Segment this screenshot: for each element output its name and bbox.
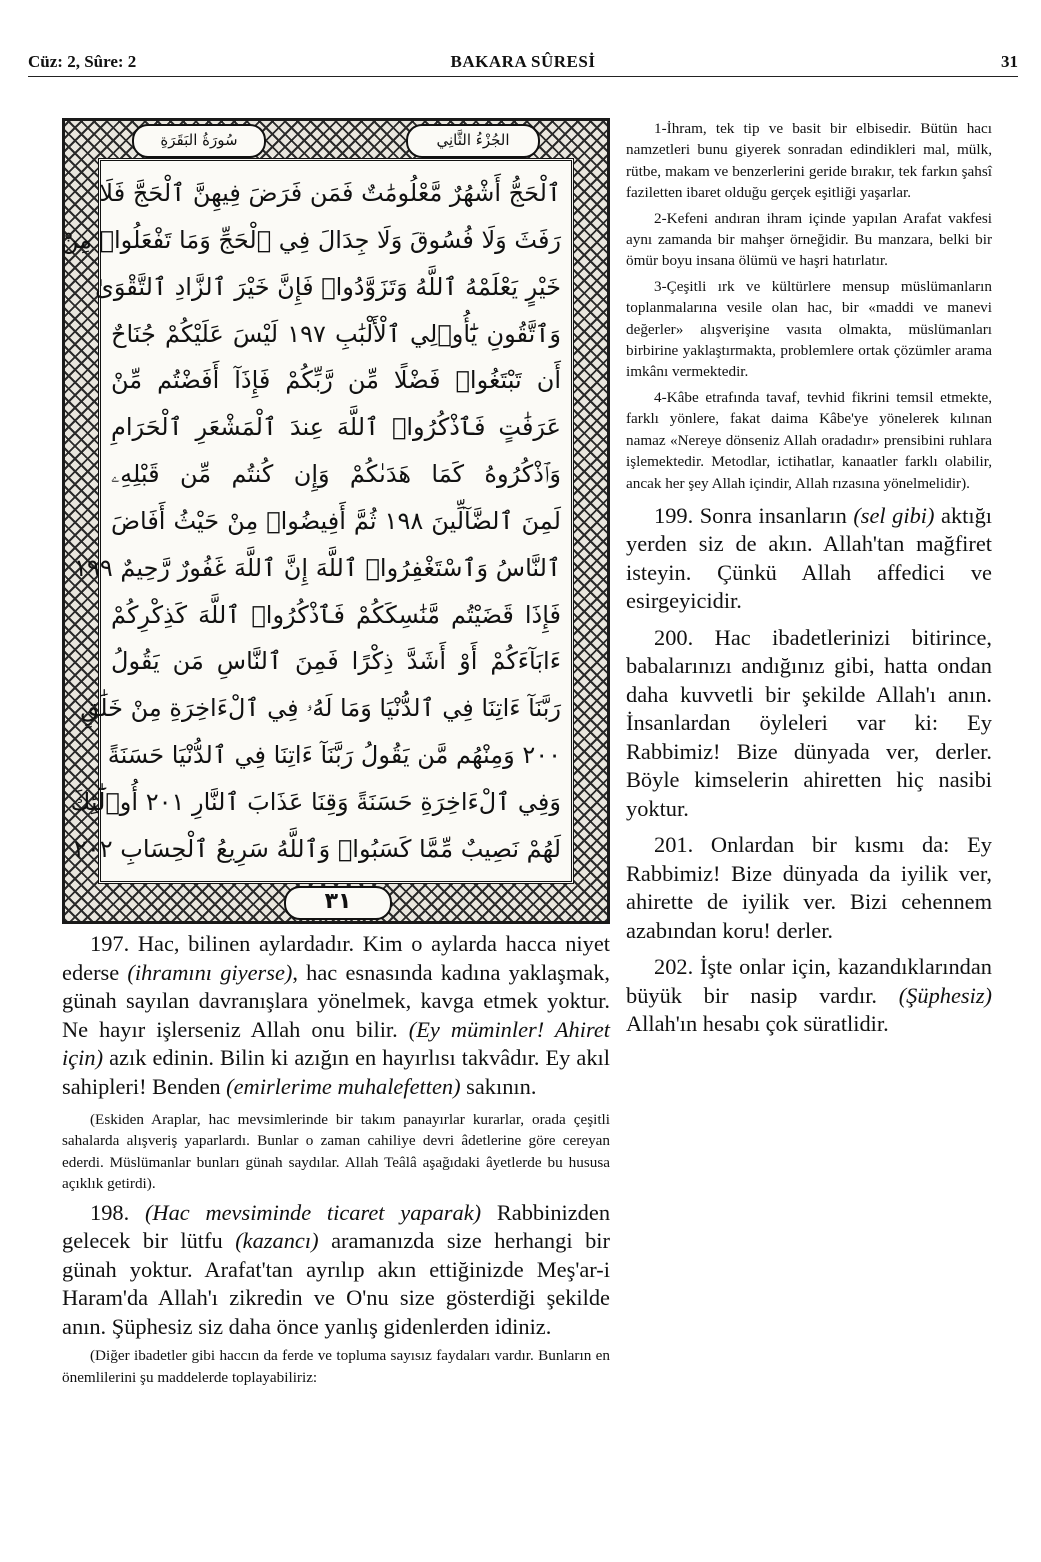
note-198: (Diğer ibadetler gibi haccın da ferde ve topluma sayısız faydaları vardır. Bunların en önemlilerini şu maddelerde toplayabiliriz:: [62, 1347, 610, 1386]
note-item-3: 3-Çeşitli ırk ve kültürlere mensup müslümanların toplanmalarına vesile olan hac, bir «maddi ve manevi değerler» alışverişine vasıta olmakta, müslümanları birbirine yaklaştırmakta, problemlere ortak çözümler arama imkânı vermektedir.: [626, 277, 992, 381]
arabic-line: ءَابَآءَكُمْ أَوْ أَشَدَّ ذِكْرًا فَمِنَ ٱلنَّاسِ مَن يَقُولُ: [111, 647, 561, 676]
sura-cartouche: سُورَةُ البَقَرَةِ: [132, 124, 266, 158]
note-item-1: 1-İhram, tek tip ve basit bir elbisedir. Bütün hacı namzetleri bunu giyerek sonradan edindikleri mal, mülk, rütbe, makam ve benzerlerini geride bırakır, tek farkın şahsî faziletten ibaret olduğu gerçek eşitliği yaşarlar.: [626, 120, 992, 202]
arabic-line: وَٱتَّقُونِ يَٰٓأُو۟لِي ٱلْأَلْبَٰبِ ١٩٧ لَيْسَ عَلَيْكُمْ جُنَاحٌ: [111, 319, 561, 348]
verse-201: 201. Onlardan bir kısmı da: Ey Rabbimiz! Bize dünyada da iyilik ver, ahirette de iyilik ver. Bizi cehennem azabından koru! derler.: [626, 832, 992, 943]
arabic-line: لَهُمْ نَصِيبٌ مِّمَّا كَسَبُوا۟ وَٱللَّهُ سَرِيعُ ٱلْحِسَابِ ٢٠٢: [73, 834, 561, 863]
arabic-line: رَبَّنَآ ءَاتِنَا فِي ٱلدُّنْيَا وَمَا لَهُۥ فِي ٱلْءَاخِرَةِ مِنْ خَلَٰقٍ: [80, 694, 561, 723]
page-number: 31: [1001, 52, 1018, 71]
arabic-line: فَإِذَا قَضَيْتُم مَّنَٰسِكَكُمْ فَٱذْكُرُوا۟ ٱللَّهَ كَذِكْرِكُمْ: [111, 600, 561, 629]
arabic-line: ٱلنَّاسُ وَٱسْتَغْفِرُوا۟ ٱللَّهَ إِنَّ ٱللَّهَ غَفُورٌ رَّحِيمٌ ١٩٩: [74, 553, 561, 582]
verse-200: 200. Hac ibadetlerinizi bitirince, babalarınızı andığınız gibi, hatta ondan daha kuvvetli bir şekilde Allah'ı anın. İnsanlardan öyleleri var ki: Ey Rabbimiz! Bize dünyada ver, derler. Böyle kimselerin ahiretten hiç nasibi yoktur.: [626, 624, 992, 821]
arabic-line: لَمِنَ ٱلضَّآلِّينَ ١٩٨ ثُمَّ أَفِيضُوا۟ مِنْ حَيْثُ أَفَاضَ: [111, 506, 561, 535]
juz-cartouche: الجُزْءُ الثَّانِي: [406, 124, 540, 158]
page-header: [28, 50, 1018, 77]
right-column: [626, 118, 992, 1039]
arabic-line: وَفِي ٱلْءَاخِرَةِ حَسَنَةً وَقِنَا عَذَابَ ٱلنَّارِ ٢٠١ أُو۟لَٰٓئِكَ: [70, 787, 561, 816]
note-197: (Eskiden Araplar, hac mevsimlerinde bir takım panayırlar kurarlar, orada çeşitli sahalarda alışveriş yaparlardı. Bunlar o zaman cahiliye devri âdetlerine göre cereyan ederdi. Müslümanlar bunları günah saydılar. Allah Teâlâ aşağıdaki âyetlerde bu hususa açıklık getirdi).: [62, 1111, 610, 1193]
verse-197: 197. Hac, bilinen aylardadır. Kim o aylarda hacca niyet ederse (ihramını giyerse), hac esnasında kadına yaklaşmak, günah sayılan davranışlara yönelmek, kavga etmek yoktur. Ne hayır işlerseniz Allah onu bilir. (Ey müminler! Ahiret için) azık edinin. Bilin ki azığın en hayırlısı takvâdır. Ey akıl sahipleri! Benden (emirlerime muhalefetten) sakının.: [62, 931, 610, 1099]
arabic-lines: [60, 171, 561, 871]
arabic-page-number: ٣١: [284, 886, 392, 920]
arabic-line: أَن تَبْتَغُوا۟ فَضْلًا مِّن رَّبِّكُمْ فَإِذَآ أَفَضْتُم مِّنْ: [111, 366, 561, 395]
arabic-line: رَفَثَ وَلَا فُسُوقَ وَلَا جِدَالَ فِي ٱلْحَجِّ وَمَا تَفْعَلُوا۟ مِنْ: [60, 225, 561, 254]
note-item-2: 2-Kefeni andıran ihram içinde yapılan Arafat vakfesi aynı zamanda bir mahşer örneğidir. Bu manzara, belki bir ömür boyu insana ölümü ve haşri hatırlatır.: [626, 209, 992, 270]
verse-198: 198. (Hac mevsiminde ticaret yaparak) Rabbinizden gelecek bir lütfu (kazancı) aramanızda size herhangi bir günah yoktur. Arafat'tan ayrılıp akın ettiğinizde Meş'ar-i Haram'da Allah'ı zikredin ve O'nu size gösterdiği şekilde anın. Şüphesiz siz daha önce yanlış gidenlerden idiniz.: [62, 1199, 611, 1339]
arabic-line: خَيْرٍ يَعْلَمْهُ ٱللَّهُ وَتَزَوَّدُوا۟ فَإِنَّ خَيْرَ ٱلزَّادِ ٱلتَّقْوَىٰ: [95, 272, 561, 301]
arabic-text-panel: [60, 158, 574, 884]
arabic-line: ٱلْحَجُّ أَشْهُرٌ مَّعْلُومَٰتٌ فَمَن فَرَضَ فِيهِنَّ ٱلْحَجَّ فَلَا: [99, 179, 561, 207]
verse-199: 199. Sonra insanların (sel gibi) aktığı yerden siz de akın. Allah'tan mağfiret isteyin. Çünkü Allah affedici ve esirgeyicidir.: [626, 502, 992, 614]
note-item-4: 4-Kâbe etrafında tavaf, tevhid fikrini temsil etmekte, farklı yönlere, fakat daima Kâbe'ye yönelerek kılınan namaz «Nereye dönseniz Allah oradadır» prensibini ruhlara işlemektedir. Metodlar, ictihatlar, kanaatler farklı olabilir, ancak her şey Allah içindir, Allah rızasına yönelmelidir).: [626, 388, 992, 492]
quran-frame: [62, 118, 610, 924]
juz-sura-label: Cüz: 2, Sûre: 2: [28, 52, 137, 71]
sura-title: BAKARA SÛRESİ: [450, 52, 596, 71]
left-column: [62, 930, 610, 1388]
arabic-line: ٢٠٠ وَمِنْهُم مَّن يَقُولُ رَبَّنَآ ءَاتِنَا فِي ٱلدُّنْيَا حَسَنَةً: [107, 741, 561, 770]
arabic-line: عَرَفَٰتٍ فَٱذْكُرُوا۟ ٱللَّهَ عِندَ ٱلْمَشْعَرِ ٱلْحَرَامِ: [111, 413, 561, 442]
verse-202: 202. İşte onlar için, kazandıklarından büyük bir nasip vardır. (Şüphesiz) Allah'ın hesabı çok süratlidir.: [626, 954, 992, 1037]
arabic-line: وَٱذْكُرُوهُ كَمَا هَدَىٰكُمْ وَإِن كُنتُم مِّن قَبْلِهِۦ: [111, 460, 561, 489]
